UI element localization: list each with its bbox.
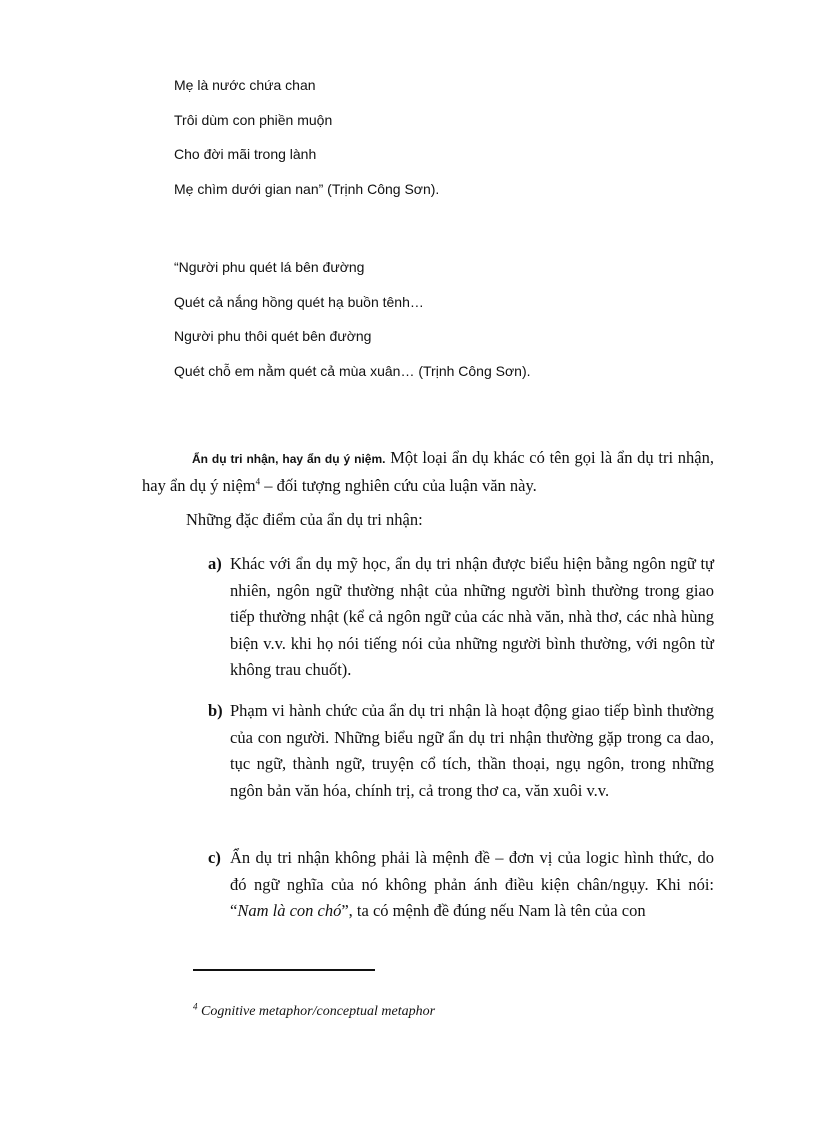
poem-quote-1 bbox=[174, 76, 439, 214]
poem-line: Cho đời mãi trong lành bbox=[174, 146, 317, 162]
list-item-text bbox=[230, 845, 714, 925]
list-item-text: Phạm vi hành chức của ẩn dụ tri nhận là hoạt động giao tiếp bình thường của con người. Những biểu ngữ ẩn dụ tri nhận thường gặp trong ca dao, tục ngữ, thành ngữ, truyện cổ tích, thần thoại, ngụ ngôn, trong những ngôn bản văn hóa, chính trị, cả trong thơ ca, văn xuôi v.v. bbox=[230, 701, 714, 800]
list-item bbox=[208, 845, 714, 925]
poem-line: Người phu thôi quét bên đường bbox=[174, 328, 372, 344]
features-heading: Những đặc điểm của ẩn dụ tri nhận: bbox=[186, 510, 423, 529]
poem-line: Trôi dùm con phiền muộn bbox=[174, 111, 333, 128]
poem-line: Quét chỗ em nằm quét cả mùa xuân… (Trịnh Công Sơn). bbox=[174, 362, 531, 379]
poem-line: Mẹ là nước chứa chan bbox=[174, 77, 316, 93]
section-heading: Ẩn dụ tri nhận, hay ẩn dụ ý niệm. bbox=[192, 452, 386, 466]
footnote-number: 4 bbox=[193, 1001, 198, 1012]
poem-line: “Người phu quét lá bên đường bbox=[174, 259, 365, 275]
footnote-separator bbox=[193, 969, 375, 971]
list-item-text: Khác với ẩn dụ mỹ học, ẩn dụ tri nhận được biểu hiện bằng ngôn ngữ tự nhiên, ngôn ngữ thường nhật của những người bình thường trong giao tiếp thường nhật (kể cả ngôn ngữ của các nhà văn, nhà thơ, các nhà hùng biện v.v. khi họ nói tiếng nói của những người bình thường, với ngôn từ không trau chuốt). bbox=[230, 554, 714, 679]
footnote bbox=[193, 1001, 436, 1020]
example-phrase: Nam là con chó bbox=[237, 901, 342, 920]
intro-paragraph bbox=[142, 445, 714, 499]
list-item-text-end: ”, ta có mệnh đề đúng nếu Nam là tên của con bbox=[341, 901, 646, 920]
poem-quote-2 bbox=[174, 258, 531, 396]
intro-text-continued: – đối tượng nghiên cứu của luận văn này. bbox=[260, 475, 537, 495]
poem-line: Quét cả nắng hồng quét hạ buồn tênh… bbox=[174, 293, 424, 310]
list-marker: c) bbox=[208, 848, 221, 867]
footnote-text: Cognitive metaphor/conceptual metaphor bbox=[201, 1004, 436, 1019]
list-item bbox=[208, 551, 714, 684]
list-item bbox=[208, 698, 714, 804]
list-item-text-start: Ẩn dụ tri nhận không phải là mệnh đề – đơn vị của logic hình thức, do đó ngữ nghĩa của nó không phản ánh điều kiện chân/ngụy. Khi nói: “ bbox=[230, 848, 714, 920]
list-marker: a) bbox=[208, 554, 222, 573]
footnote-reference[interactable]: 4 bbox=[255, 476, 261, 486]
poem-line: Mẹ chìm dưới gian nan” (Trịnh Công Sơn). bbox=[174, 180, 440, 197]
list-marker: b) bbox=[208, 701, 223, 720]
intro-text: Một loại ẩn dụ khác có tên gọi là ẩn dụ tri nhận, hay ẩn dụ ý niệm bbox=[142, 448, 714, 495]
